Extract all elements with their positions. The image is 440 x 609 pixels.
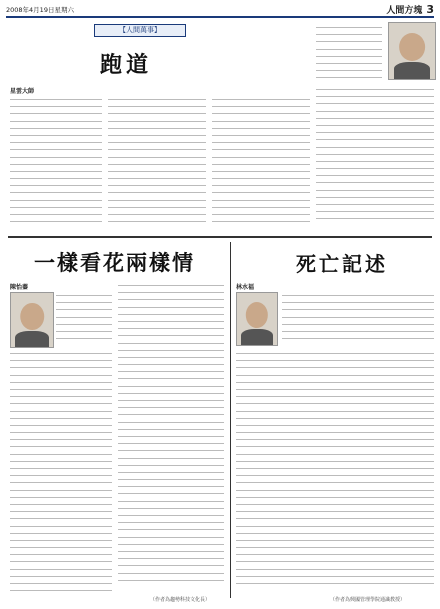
article-body: [10, 96, 102, 228]
article-body: [212, 96, 310, 228]
column-divider: [230, 242, 231, 598]
article-footer: （作者為趨勢科技文化長）: [150, 597, 211, 603]
article-body: [56, 292, 112, 346]
masthead-date: 2008年4月19日星期六: [6, 5, 74, 14]
author-photo: [388, 22, 436, 80]
masthead-column: [386, 3, 434, 16]
article-body: [236, 350, 434, 590]
author-photo: [10, 292, 54, 348]
article-body: [282, 292, 434, 346]
masthead-rule: [6, 16, 434, 18]
article-body: [316, 86, 434, 228]
masthead: [6, 2, 434, 16]
article-footer: （作者為興國管理學院通識教授）: [330, 597, 406, 603]
article-body: [316, 24, 382, 84]
article-title: 一樣看花兩樣情: [34, 251, 195, 275]
article-body: [108, 96, 206, 228]
column-name: 人間方塊: [386, 5, 423, 16]
article-title: 死亡記述: [296, 252, 388, 276]
article-title: 跑道: [100, 53, 153, 78]
article-body: [10, 350, 112, 596]
article-author: 星雲大師: [10, 88, 35, 95]
page-number: 3: [426, 2, 434, 16]
article-author: 陳怡蓁: [10, 284, 29, 291]
article-tag: 【人間萬事】: [94, 24, 186, 37]
section-divider: [8, 236, 432, 238]
article-body: [118, 282, 224, 588]
article-author: 林水福: [236, 284, 255, 291]
author-photo: [236, 292, 278, 346]
